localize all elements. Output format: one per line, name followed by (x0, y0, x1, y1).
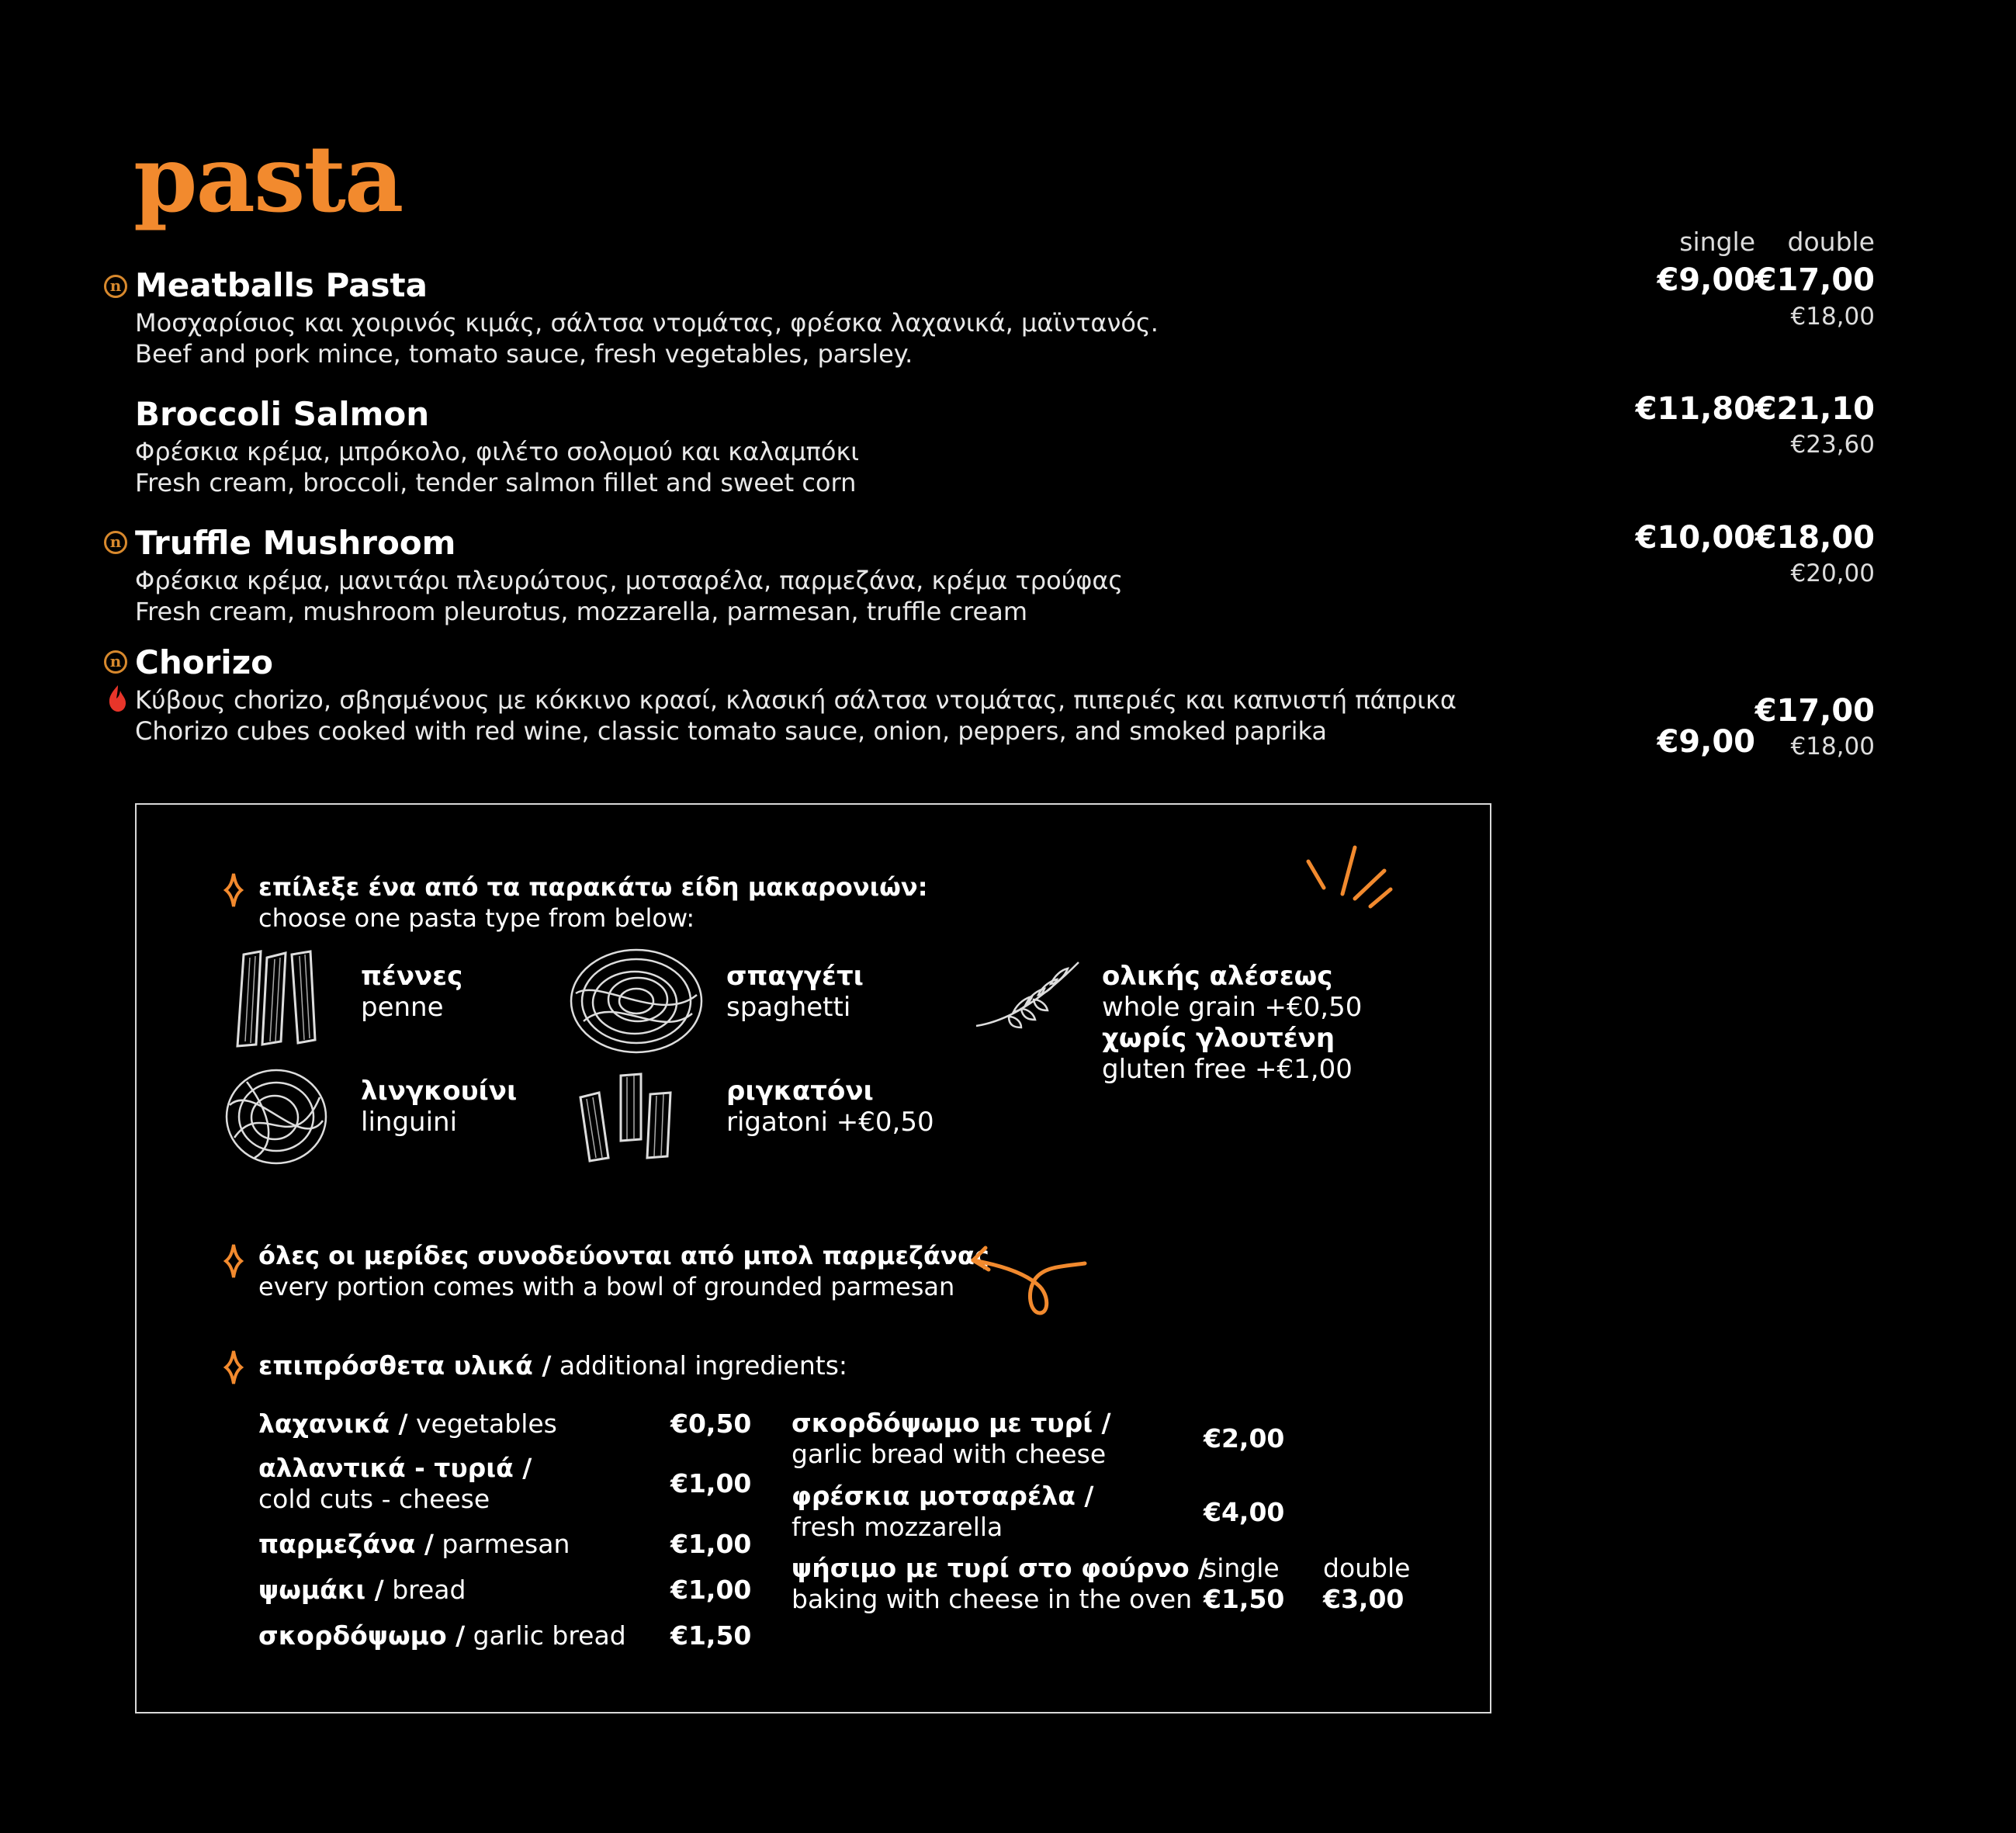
diamond-bullet-icon (223, 1242, 244, 1280)
note-en: every portion comes with a bowl of grounded parmesan (258, 1272, 955, 1301)
price-double-alt: €23,60 (1790, 431, 1875, 459)
extra-price: €2,00 (1204, 1423, 1285, 1454)
sparkle-strokes-icon (1304, 844, 1397, 910)
item-desc-gr: Φρέσκια κρέμα, μπρόκολο, φιλέτο σολομού και καλαμπόκι (135, 437, 860, 466)
price-double: €21,10 (1754, 391, 1875, 427)
price-double-alt: €18,00 (1790, 303, 1875, 331)
menu-item-meatballs (135, 264, 1159, 369)
additional-heading (258, 1350, 847, 1381)
grain-options (1102, 961, 1362, 1085)
item-name: Meatballs Pasta (135, 266, 428, 304)
price-double: €18,00 (1754, 520, 1875, 556)
extra-row (792, 1553, 1207, 1615)
whole-grain-en: whole grain +€0,50 (1102, 992, 1363, 1023)
whole-grain-gr: ολικής αλέσεως (1102, 961, 1333, 992)
spaghetti-illustration-icon (568, 947, 705, 1055)
extra-row (258, 1620, 626, 1651)
curly-arrow-icon (968, 1243, 1089, 1316)
pasta-type-en: penne (361, 992, 444, 1023)
extra-row (258, 1453, 532, 1515)
price-double: €17,00 (1754, 262, 1875, 298)
pasta-type-en: spaghetti (726, 992, 851, 1023)
rigatoni-illustration-icon (576, 1071, 680, 1164)
menu-item-truffle-mushroom (135, 521, 1123, 627)
price-single: €10,00 (1635, 520, 1755, 556)
extra-gr: σκορδόψωμο με τυρί / (792, 1408, 1111, 1438)
item-desc-gr: Φρέσκια κρέμα, μανιτάρι πλευρώτους, μοτσαρέλα, παρμεζάνα, κρέμα τρούφας (135, 566, 1124, 595)
note-gr: όλες οι μερίδες συνοδεύονται από μπολ παρμεζάνας (258, 1241, 989, 1270)
single-column-label: single (1679, 227, 1755, 257)
item-name: Broccoli Salmon (135, 395, 430, 433)
extra-single-column (1204, 1553, 1284, 1615)
extra-gr: αλλαντικά - τυριά / (258, 1453, 532, 1483)
spicy-chili-icon (107, 684, 127, 712)
extra-price: €4,00 (1204, 1497, 1285, 1527)
single-label: single (1204, 1553, 1280, 1583)
note-en: choose one pasta type from below: (258, 903, 695, 933)
pasta-type-penne (361, 961, 462, 1023)
signature-badge-icon: n (104, 531, 127, 554)
choose-pasta-note (258, 871, 928, 934)
extra-gr: φρέσκια μοτσαρέλα / (792, 1481, 1094, 1511)
price-single: €9,00 (1657, 724, 1755, 760)
extra-en: fresh mozzarella (792, 1512, 1003, 1542)
extra-en: parmesan (442, 1529, 570, 1559)
double-label: double (1323, 1553, 1411, 1583)
item-desc-gr: Μοσχαρίσιος και χοιρινός κιμάς, σάλτσα ντομάτας, φρέσκα λαχανικά, μαϊντανός. (135, 308, 1159, 338)
parmesan-note (258, 1240, 989, 1302)
menu-item-chorizo (135, 641, 1457, 747)
item-desc-en: Fresh cream, broccoli, tender salmon fillet and sweet corn (135, 468, 857, 497)
item-desc-gr: Κύβους chorizo, σβησμένους με κόκκινο κρασί, κλασική σάλτσα ντομάτας, πιπεριές και καπνιστή πάπρικα (135, 685, 1457, 715)
diamond-bullet-icon (223, 871, 244, 909)
extra-row (258, 1409, 557, 1440)
extra-gr: ψωμάκι / (258, 1575, 384, 1605)
extra-price: €1,00 (670, 1529, 752, 1559)
extra-en: bread (392, 1575, 466, 1605)
extra-row (258, 1529, 570, 1560)
additional-en: additional ingredients: (559, 1350, 848, 1381)
penne-illustration-icon (234, 950, 321, 1048)
diamond-bullet-icon (223, 1349, 244, 1386)
double-column-label: double (1787, 227, 1875, 257)
price-single: €9,00 (1657, 262, 1755, 298)
extra-double-column (1323, 1553, 1410, 1615)
pasta-type-rigatoni (726, 1076, 934, 1138)
signature-badge-icon: n (104, 650, 127, 674)
wheat-illustration-icon (975, 958, 1083, 1029)
price-double: €17,00 (1754, 693, 1875, 729)
pasta-type-gr: σπαγγέτι (726, 961, 864, 992)
signature-badge-icon: n (104, 275, 127, 298)
pasta-type-spaghetti (726, 961, 864, 1023)
extra-en: garlic bread (473, 1620, 626, 1651)
page-title: pasta (133, 125, 403, 233)
extra-gr: λαχανικά / (258, 1409, 408, 1439)
pasta-type-linguini (361, 1076, 517, 1138)
extra-en: vegetables (416, 1409, 557, 1439)
price-double-alt: €18,00 (1790, 733, 1875, 761)
price-double-alt: €20,00 (1790, 560, 1875, 587)
extra-en: garlic bread with cheese (792, 1439, 1107, 1469)
extra-gr: σκορδόψωμο / (258, 1620, 466, 1651)
item-desc-en: Fresh cream, mushroom pleurotus, mozzarella, parmesan, truffle cream (135, 597, 1028, 626)
extra-en: baking with cheese in the oven (792, 1584, 1193, 1614)
extra-row (792, 1481, 1093, 1543)
extra-price-double: €3,00 (1323, 1584, 1405, 1614)
extra-price: €1,50 (670, 1620, 752, 1651)
item-name: Truffle Mushroom (135, 524, 456, 562)
extra-price: €1,00 (670, 1468, 752, 1499)
extra-gr: παρμεζάνα / (258, 1529, 434, 1559)
item-name: Chorizo (135, 643, 273, 681)
extra-price-single: €1,50 (1204, 1584, 1285, 1614)
extra-price: €0,50 (670, 1409, 752, 1439)
pasta-type-en: rigatoni +€0,50 (726, 1107, 934, 1138)
extra-en: cold cuts - cheese (258, 1484, 490, 1514)
menu-item-broccoli-salmon (135, 393, 859, 498)
pasta-type-gr: ριγκατόνι (726, 1076, 874, 1107)
additional-gr: επιπρόσθετα υλικά / (258, 1350, 552, 1381)
linguini-illustration-icon (223, 1066, 329, 1167)
item-desc-en: Chorizo cubes cooked with red wine, classic tomato sauce, onion, peppers, and smoked paprika (135, 716, 1328, 746)
extra-row (792, 1408, 1111, 1470)
extra-gr: ψήσιμο με τυρί στο φούρνο / (792, 1553, 1208, 1583)
pasta-type-en: linguini (361, 1107, 458, 1138)
gluten-free-en: gluten free +€1,00 (1102, 1054, 1353, 1085)
price-single: €11,80 (1635, 391, 1755, 427)
pasta-type-gr: λινγκουίνι (361, 1076, 518, 1107)
extra-price: €1,00 (670, 1575, 752, 1605)
extra-row (258, 1575, 466, 1606)
pasta-type-gr: πέννες (361, 961, 463, 992)
gluten-free-gr: χωρίς γλουτένη (1102, 1023, 1335, 1054)
note-gr: επίλεξε ένα από τα παρακάτω είδη μακαρονιών: (258, 872, 928, 902)
item-desc-en: Beef and pork mince, tomato sauce, fresh vegetables, parsley. (135, 339, 913, 369)
